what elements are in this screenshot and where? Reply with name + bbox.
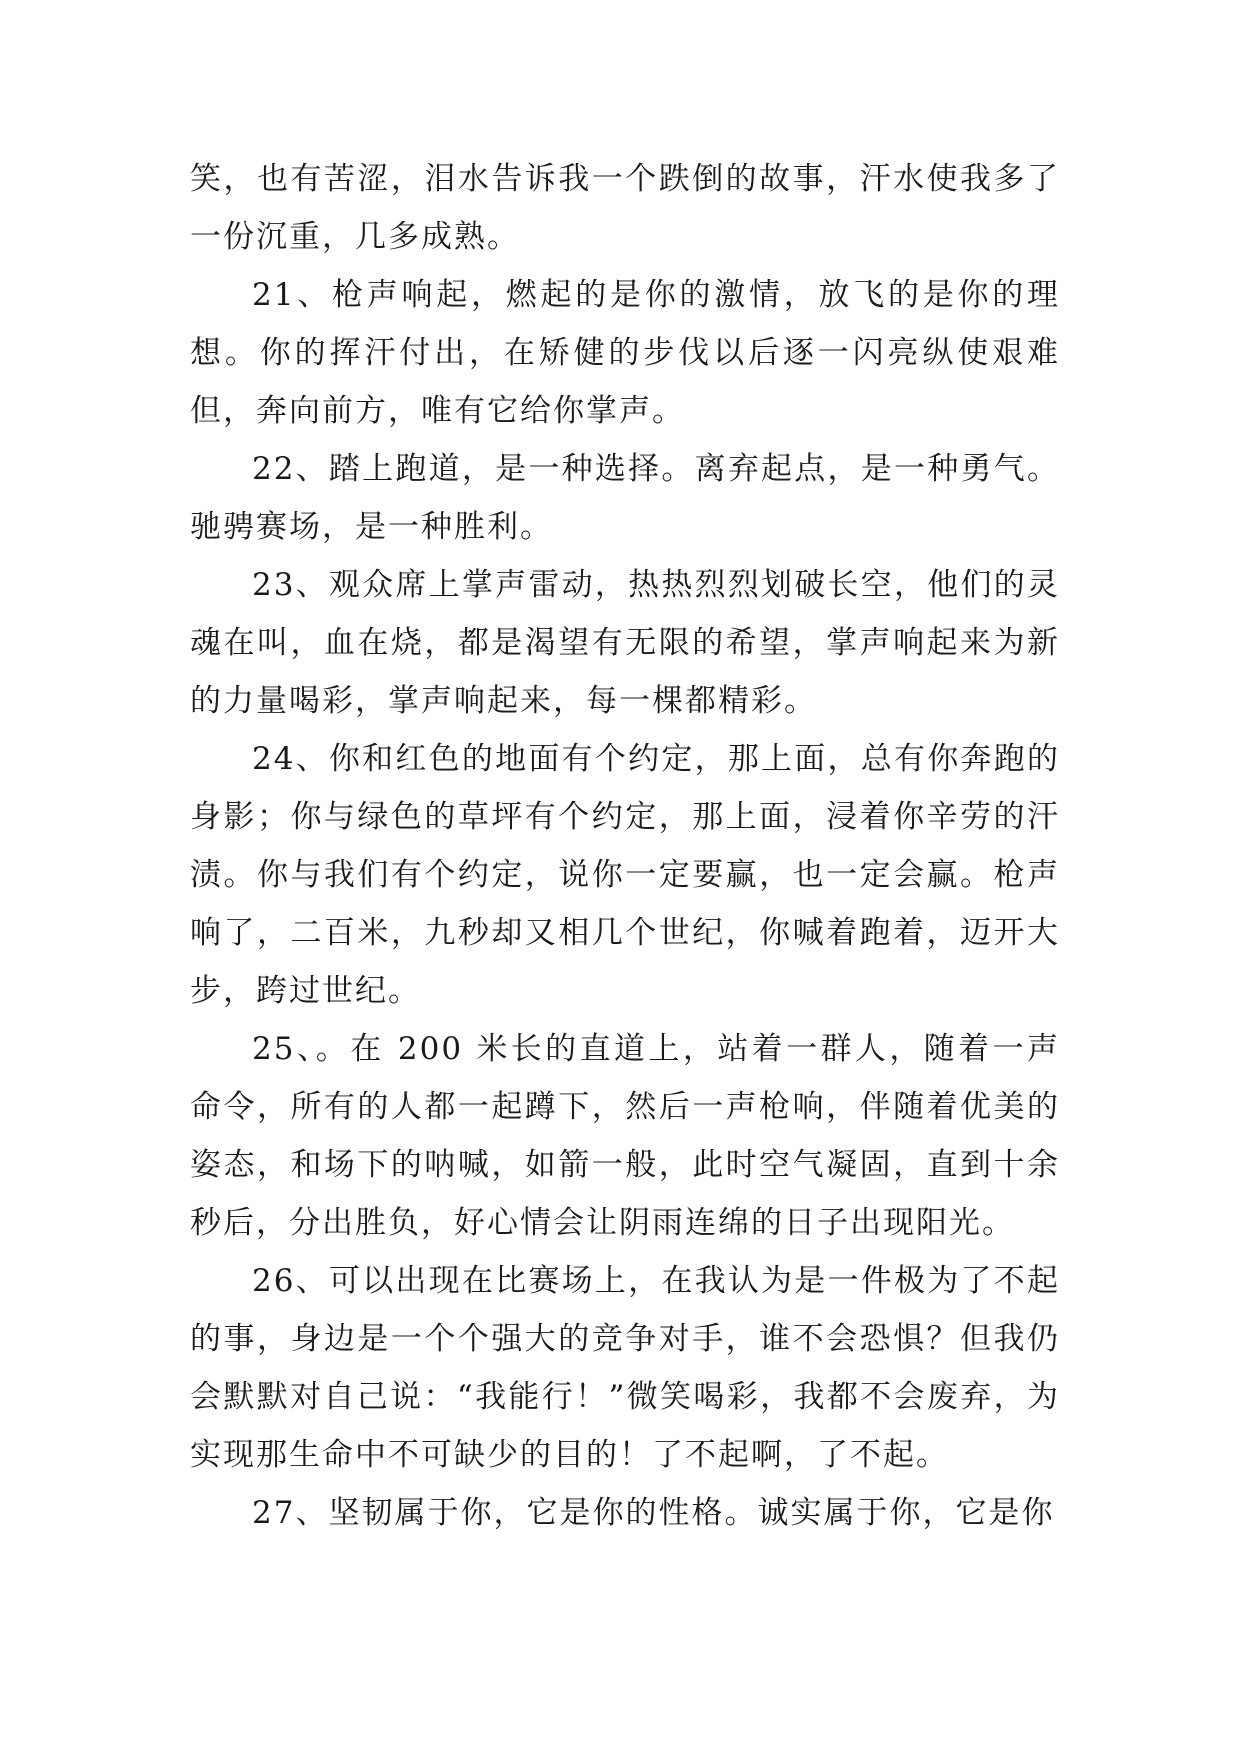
paragraph: 23、观众席上掌声雷动，热热烈烈划破长空，他们的灵魂在叫，血在烧，都是渴望有无限的希望，掌声响起来为新的力量喝彩，掌声响起来，每一棵都精彩。 [190,567,1060,719]
paragraph: 27、坚韧属于你，它是你的性格。诚实属于你，它是你 [252,1495,1055,1531]
paragraph: 笑，也有苦涩，泪水告诉我一个跌倒的故事，汗水使我多了一份沉重，几多成熟。 [190,161,1060,255]
paragraph: 22、踏上跑道，是一种选择。离弃起点，是一种勇气。驰骋赛场，是一种胜利。 [190,451,1060,545]
paragraph: 21、枪声响起，燃起的是你的激情，放飞的是你的理想。你的挥汗付出，在矫健的步伐以后逐一闪亮纵使艰难但，奔向前方，唯有它给你掌声。 [190,277,1060,429]
paragraph: 25、。在 200 米长的直道上，站着一群人，随着一声命令，所有的人都一起蹲下，然后一声枪响，伴随着优美的姿态，和场下的呐喊，如箭一般，此时空气凝固，直到十余秒后，分出胜负，好心情会让阴雨连绵的日子出现阳光。 [190,1031,1060,1241]
document-body [190,150,1060,1542]
paragraph: 26、可以出现在比赛场上，在我认为是一件极为了不起的事，身边是一个个强大的竞争对手，谁不会恐惧？但我仍会默默对自己说：“我能行！”微笑喝彩，我都不会废弃，为实现那生命中不可缺少的目的！了不起啊，了不起。 [190,1263,1060,1473]
paragraph: 24、你和红色的地面有个约定，那上面，总有你奔跑的身影；你与绿色的草坪有个约定，那上面，浸着你辛劳的汗渍。你与我们有个约定，说你一定要赢，也一定会赢。枪声响了，二百米，九秒却又相几个世纪，你喊着跑着，迈开大步，跨过世纪。 [190,741,1060,1009]
